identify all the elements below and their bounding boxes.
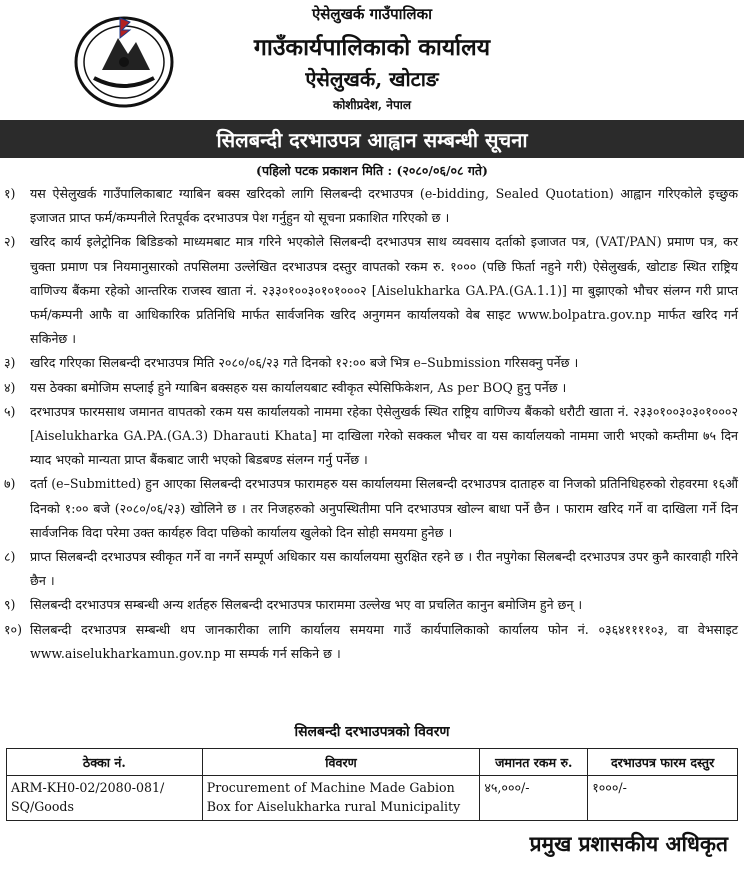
item-text: खरिद कार्य इलेट्रोनिक बिडिङको माध्यमबाट मात्र गरिने भएकोले सिलबन्दी दरभाउपत्र साथ व्यवसाय दर्ताको इजाजत पत्र, (VAT/PAN) प्रमाण पत्र, कर चुक्ता प्रमाण पत्र नियमानुसारको तपसिलमा उल्लेखित दरभाउपत्र दस्तुर वापतको रकम रु. १००० (पछि फिर्ता नहुने गरी) ऐसेलुखर्क, खोटाङ स्थित राष्ट्रिय वाणिज्य बैंकमा रहेको आन्तरिक राजस्व खाता नं. २३३०१००३०१०१०००२ [Aiselukharka GA.PA.(GA.1.1)] मा बुझाएको भौचर संलग्न गरी प्राप्त फर्म/कम्पनी आफै वा आधिकारिक प्रतिनिधि मार्फत सार्वजनिक खरिद अनुगमन कार्यालयको वेब साइट www.bolpatra.gov.np मार्फत खरिद गर्न सकिनेछ । — [30, 234, 738, 347]
municipality-name: ऐसेलुखर्क गाउँपालिका — [311, 5, 433, 23]
notice-item — [4, 618, 738, 666]
province-country: कोशीप्रदेश, नेपाल — [332, 98, 412, 112]
notice-body — [4, 182, 738, 666]
item-text: यस ऐसेलुखर्क गाउँपालिकाबाट ग्याबिन बक्स खरिदको लागि सिलबन्दी दरभाउपत्र (e-bidding, Sealed Quotation) आह्वान गरिएकोले इच्छुक इजाजत प्राप्त फर्म/कम्पनीले रितपूर्वक दरभाउपत्र पेश गर्नुहुन यो सूचना प्रकाशित गरिएको छ । — [30, 186, 738, 226]
item-number: ५) — [4, 403, 16, 419]
notice-item — [4, 230, 738, 351]
office-name: गाउँकार्यपालिकाको कार्यालय — [253, 34, 491, 61]
item-text: यस ठेक्का बमोजिम सप्लाई हुने ग्याबिन बक्सहरु यस कार्यालयबाट स्वीकृत स्पेसिफिकेशन, As per BOQ हुनु पर्नेछ । — [30, 379, 567, 395]
item-text: खरिद गरिएका सिलबन्दी दरभाउपत्र मिति २०८०/०६/२३ गते दिनको १२:०० बजे भित्र e–Submission गरिसक्नु पर्नेछ । — [30, 355, 579, 371]
table-header-row — [7, 749, 738, 776]
form-fee-cell: १०००/- — [588, 776, 738, 821]
notice-item — [4, 472, 738, 545]
notice-title-banner: सिलबन्दी दरभाउपत्र आह्वान सम्बन्धी सूचना — [0, 120, 744, 158]
item-text: दरभाउपत्र फारमसाथ जमानत वापतको रकम यस कार्यालयको नाममा रहेका ऐसेलुखर्क स्थित राष्ट्रिय वाणिज्य बैंकको धरौटी खाता नं. २३३०१००३०३०१०००२ [Aiselukharka GA.PA.(GA.3) Dharauti Khata] मा दाखिला गरेको सक्कल भौचर वा यस कार्यालयको नाममा जारी भएको कम्तीमा ७५ दिन म्याद भएको मान्यता प्राप्त बैंकबाट जारी भएको बिडबण्ड संलग्न गर्नु पर्नेछ । — [30, 403, 738, 468]
item-number: १) — [4, 186, 16, 201]
column-header: दरभाउपत्र फारम दस्तुर — [588, 749, 738, 776]
letterhead — [0, 0, 744, 120]
column-header: जमानत रकम रु. — [480, 749, 588, 776]
column-header: ठेक्का नं. — [7, 749, 203, 776]
item-number: ३) — [4, 355, 16, 371]
item-text: सिलबन्दी दरभाउपत्र सम्बन्धी अन्य शर्तहरु सिलबन्दी दरभाउपत्र फाराममा उल्लेख भए वा प्रचलित कानुन बमोजिम हुने छन् । — [30, 597, 583, 613]
table-title: सिलबन्दी दरभाउपत्रको विवरण — [294, 724, 450, 740]
item-number: ८) — [4, 549, 16, 565]
notice-item — [4, 376, 738, 400]
publication-date: (पहिलो पटक प्रकाशन मिति : (२०८०/०६/०८ गते) — [256, 163, 488, 178]
column-header: विवरण — [202, 749, 480, 776]
notice-item — [4, 351, 738, 375]
security-amount-cell: ४५,०००/- — [480, 776, 588, 821]
item-number: ७) — [4, 476, 16, 492]
office-location: ऐसेलुखर्क, खोटाङ — [305, 67, 439, 91]
notice-item — [4, 400, 738, 473]
notice-item — [4, 182, 738, 230]
table-row — [7, 776, 738, 821]
item-text: सिलबन्दी दरभाउपत्र सम्बन्धी थप जानकारीका लागि कार्यालय समयमा गाउँ कार्यपालिकाको कार्यालय फोन नं. ०३६४११११०३, वा वेभसाइट www.aiselukharkamun.gov.np मा सम्पर्क गर्न सकिने छ । — [30, 621, 738, 661]
notice-item — [4, 545, 738, 593]
item-text: प्राप्त सिलबन्दी दरभाउपत्र स्वीकृत गर्ने वा नगर्ने सम्पूर्ण अधिकार यस कार्यालयमा सुरक्षित रहने छ । रीत नपुगेका सिलबन्दी दरभाउपत्र उपर कुनै कारवाही गरिने छैन । — [30, 549, 738, 589]
item-number: १०) — [4, 621, 23, 637]
notice-item — [4, 593, 738, 617]
item-number: २) — [4, 234, 16, 250]
item-number: ४) — [4, 379, 16, 395]
bid-details-table — [6, 748, 738, 821]
signatory-title: प्रमुख प्रशासकीय अधिकृत — [529, 831, 728, 856]
description-cell: Procurement of Machine Made Gabion Box for Aiselukharka rural Municipality — [202, 776, 480, 821]
contract-number-cell: ARM-KH0-02/2080-081/ SQ/Goods — [7, 776, 203, 821]
item-text: दर्ता (e–Submitted) हुन आएका सिलबन्दी दरभाउपत्र फारामहरु यस कार्यालयमा सिलबन्दी दरभाउपत्र दाताहरु वा निजको प्रतिनिधिहरुको रोहवरमा १६औं दिनको १:०० बजे (२०८०/०६/२३) खोलिने छ । तर निजहरुको अनुपस्थितीमा पनि दरभाउपत्र खोल्न बाधा पर्ने छैन । फाराम खरिद गर्ने वा दाखिला गर्ने दिन सार्वजनिक विदा परेमा उक्त कार्यहरु विदा पछिको कार्यालय खुलेको दिन सोही समयमा हुनेछ । — [30, 476, 738, 540]
item-number: ९) — [4, 597, 16, 613]
